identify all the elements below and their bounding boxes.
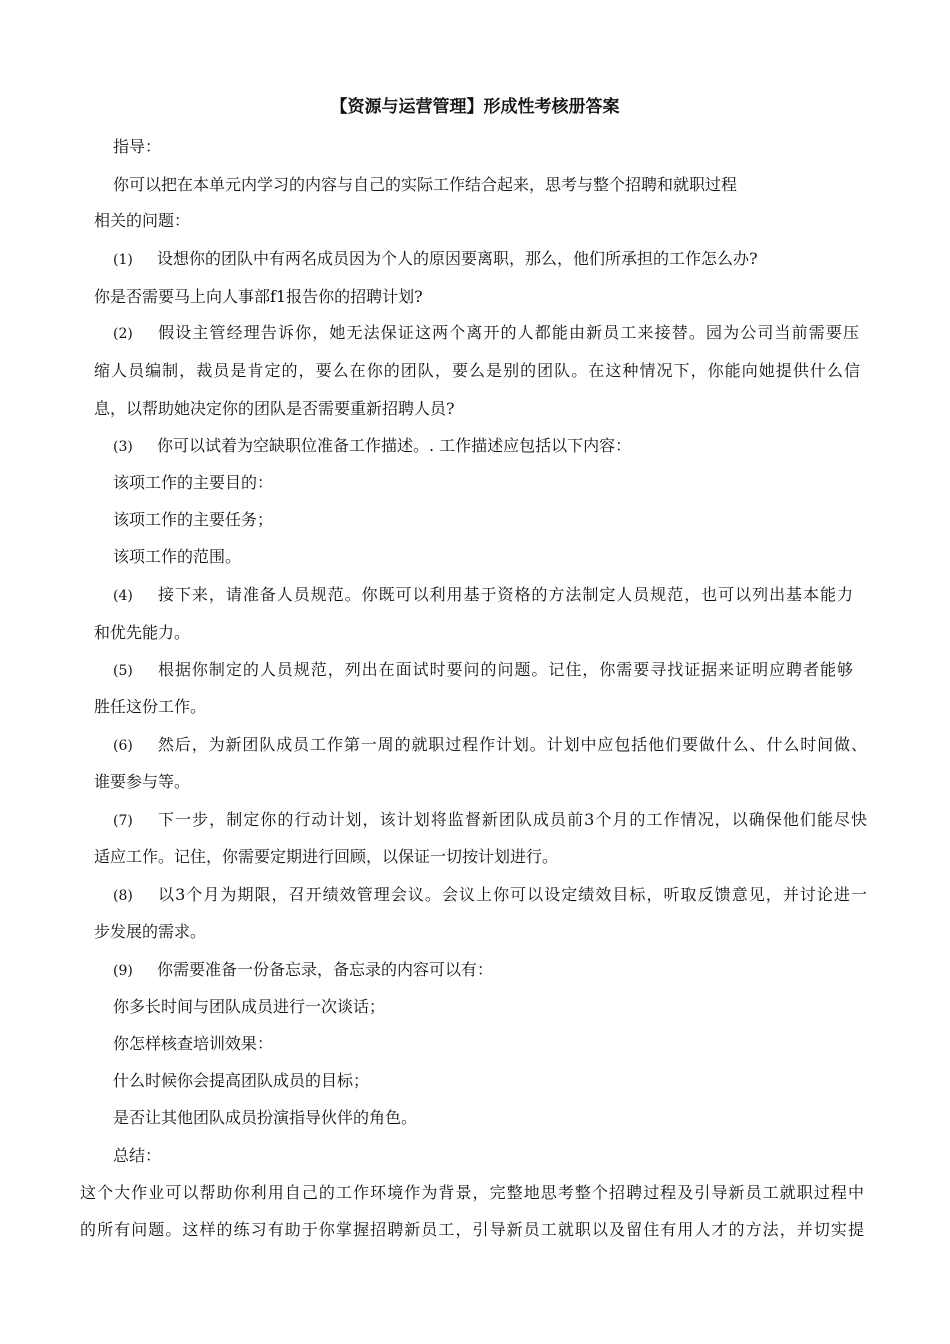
item-4-line-2: 和优先能力。: [94, 623, 191, 642]
item-number: (2): [113, 326, 133, 342]
item-7: [113, 810, 867, 831]
intro-line-1: 你可以把在本单元内学习的内容与自己的实际工作结合起来，思考与整个招聘和就职过程: [113, 175, 738, 194]
item-text: 然后，为新团队成员工作第一周的就职过程作计划。计划中应包括他们要做什么、什么时间做、: [157, 735, 867, 754]
item-number: (4): [113, 588, 133, 604]
item-3-sub-3: 该项工作的范围。: [113, 547, 242, 566]
item-9-sub-4: 是否让其他团队成员扮演指导伙伴的角色。: [113, 1108, 418, 1127]
item-6-line-2: 谁要参与等。: [94, 772, 191, 791]
intro-line-2: 相关的问题：: [94, 211, 191, 230]
summary-label: 总结：: [113, 1146, 162, 1165]
item-text: 下一步，制定你的行动计划，该计划将监督新团队成员前3个月的工作情况，以确保他们能尽快: [157, 810, 867, 829]
item-text: 假设主管经理告诉你，她无法保证这两个离开的人都能由新员工来接替。园为公司当前需要压: [157, 323, 859, 342]
item-text: 你需要准备一份备忘录，备忘录的内容可以有：: [157, 960, 494, 979]
item-text: 以3个月为期限，召开绩效管理会议。会议上你可以设定绩效目标，听取反馈意见，并讨论进一: [157, 885, 867, 904]
guide-label: 指导：: [113, 137, 162, 156]
item-number: (8): [113, 888, 133, 904]
item-9-sub-3: 什么时候你会提高团队成员的目标；: [113, 1071, 370, 1090]
item-7-line-2: 适应工作。记住，你需要定期进行回顾，以保证一切按计划进行。: [94, 847, 559, 866]
item-5: [113, 660, 853, 681]
item-3-sub-1: 该项工作的主要目的：: [113, 473, 274, 492]
item-1: [113, 249, 758, 270]
item-2: [113, 323, 859, 344]
document-title: 【资源与运营管理】形成性考核册答案: [330, 97, 620, 117]
item-1-line-2: 你是否需要马上向人事部f1报告你的招聘计划?: [94, 287, 423, 306]
item-3: [113, 436, 631, 457]
item-4: [113, 585, 853, 606]
item-text: 设想你的团队中有两名成员因为个人的原因要离职，那么，他们所承担的工作怎么办?: [157, 249, 758, 268]
item-number: (5): [113, 663, 133, 679]
summary-line-2: 的所有问题。这样的练习有助于你掌握招聘新员工，引导新员工就职以及留住有用人才的方法，并切实提: [80, 1220, 864, 1239]
item-2-line-2: 缩人员编制，裁员是肯定的，要么在你的团队，要么是别的团队。在这种情况下，你能向她提供什么信: [94, 361, 860, 380]
item-5-line-2: 胜任这份工作。: [94, 697, 207, 716]
item-9-sub-2: 你怎样核查培训效果：: [113, 1034, 274, 1053]
item-text: 接下来，请准备人员规范。你既可以利用基于资格的方法制定人员规范，也可以列出基本能力: [157, 585, 853, 604]
item-2-line-3: 息，以帮助她决定你的团队是否需要重新招聘人员?: [94, 399, 455, 418]
item-8-line-2: 步发展的需求。: [94, 922, 207, 941]
item-number: (7): [113, 813, 133, 829]
item-3-sub-2: 该项工作的主要任务；: [113, 510, 274, 529]
item-number: (1): [113, 252, 133, 268]
item-9: [113, 960, 493, 981]
item-text: 根据你制定的人员规范，列出在面试时要问的问题。记住，你需要寻找证据来证明应聘者能够: [157, 660, 853, 679]
item-number: (9): [113, 963, 133, 979]
item-6: [113, 735, 867, 756]
summary-line-1: 这个大作业可以帮助你利用自己的工作环境作为背景，完整地思考整个招聘过程及引导新员工就职过程中: [80, 1183, 864, 1202]
item-8: [113, 885, 867, 906]
item-9-sub-1: 你多长时间与团队成员进行一次谈话；: [113, 997, 386, 1016]
item-number: (3): [113, 439, 133, 455]
item-text: 你可以试着为空缺职位准备工作描述。. 工作描述应包括以下内容：: [157, 436, 632, 455]
item-number: (6): [113, 738, 133, 754]
